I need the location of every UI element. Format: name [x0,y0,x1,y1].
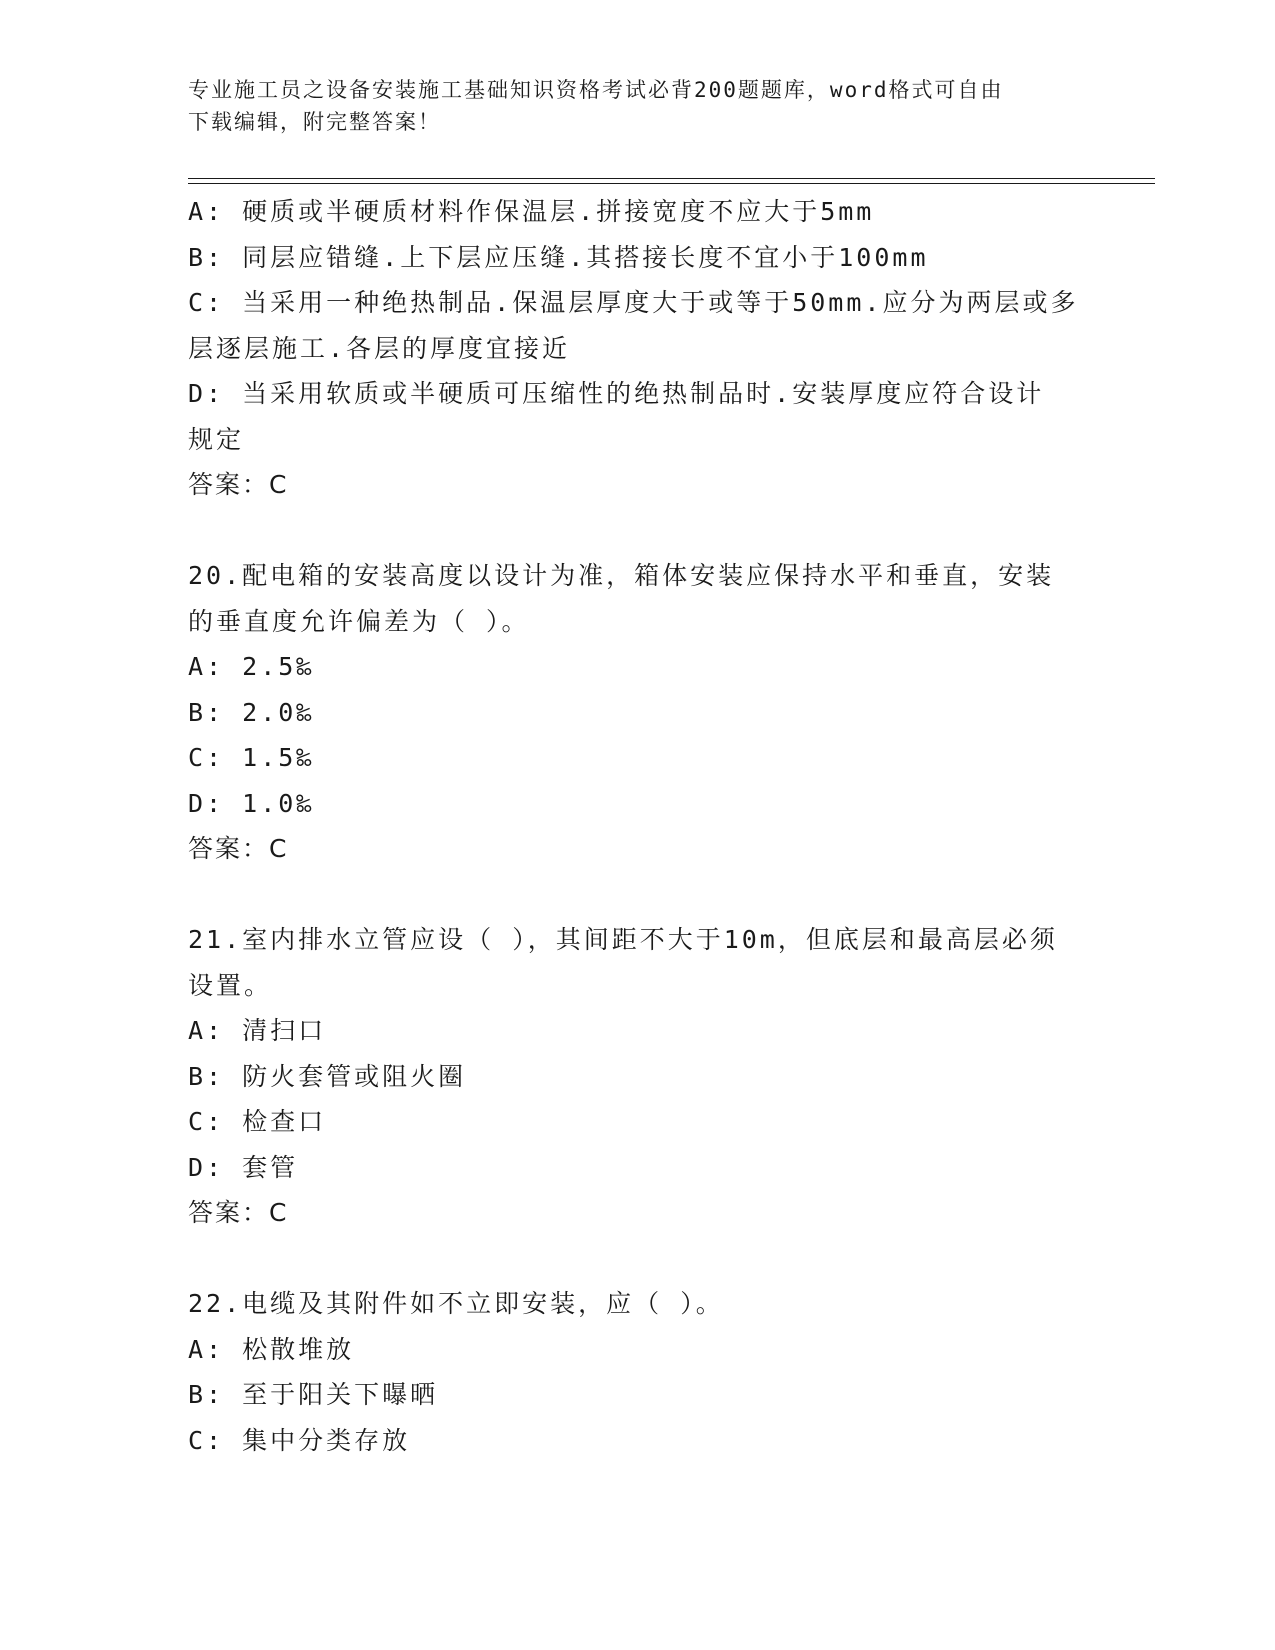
answer-line: 答案：C [188,470,289,499]
option-d-line-1: D: 当采用软质或半硬质可压缩性的绝热制品时.安装厚度应符合设计 [188,379,1045,408]
option-b: B: 2.0‰ [188,697,315,727]
document-body [188,189,1088,1463]
option-a: A: 清扫口 [188,1016,327,1045]
header-line-2: 下载编辑，附完整答案！ [188,110,441,134]
option-a: A: 2.5‰ [188,652,315,681]
header-line-1: 专业施工员之设备安装施工基础知识资格考试必背200题题库，word格式可自由 [188,78,1004,102]
question-stem-line-2: 的垂直度允许偏差为（ ）。 [188,606,530,636]
option-b: B: 防火套管或阻火圈 [188,1061,467,1091]
document-header [188,74,1088,138]
option-c: C: 检查口 [188,1107,327,1136]
question-21 [188,917,1088,1236]
question-stem-line-2: 设置。 [188,970,273,1000]
spacer [188,508,1088,554]
option-c: C: 集中分类存放 [188,1425,411,1455]
option-c-line-2: 层逐层施工.各层的厚度宜接近 [188,333,571,363]
option-b: B: 同层应错缝.上下层应压缝.其搭接长度不宜小于100mm [188,242,929,272]
answer-line: 答案：C [188,1198,289,1227]
spacer [188,1236,1088,1282]
header-divider-bottom [188,183,1155,184]
option-c: C: 1.5‰ [188,743,315,772]
answer-line: 答案：C [188,834,289,863]
question-stem-line-1: 20.配电箱的安装高度以设计为准，箱体安装应保持水平和垂直，安装 [188,561,1055,590]
option-a: A: 硬质或半硬质材料作保温层.拼接宽度不应大于5mm [188,197,875,226]
option-d: D: 1.0‰ [188,788,315,818]
option-d-line-2: 规定 [188,424,245,454]
option-d: D: 套管 [188,1152,299,1182]
option-c-line-1: C: 当采用一种绝热制品.保温层厚度大于或等于50mm.应分为两层或多 [188,288,1079,317]
question-stem-line-1: 21.室内排水立管应设（ ），其间距不大于10m，但底层和最高层必须 [188,925,1058,954]
option-b: B: 至于阳关下曝晒 [188,1380,439,1409]
option-a: A: 松散堆放 [188,1334,355,1364]
spacer [188,872,1088,918]
header-divider-top [188,178,1155,179]
question-22 [188,1281,1088,1463]
question-stem-line-1: 22.电缆及其附件如不立即安装，应（ ）。 [188,1289,724,1318]
question-20 [188,553,1088,872]
prev-question-block [188,189,1088,508]
